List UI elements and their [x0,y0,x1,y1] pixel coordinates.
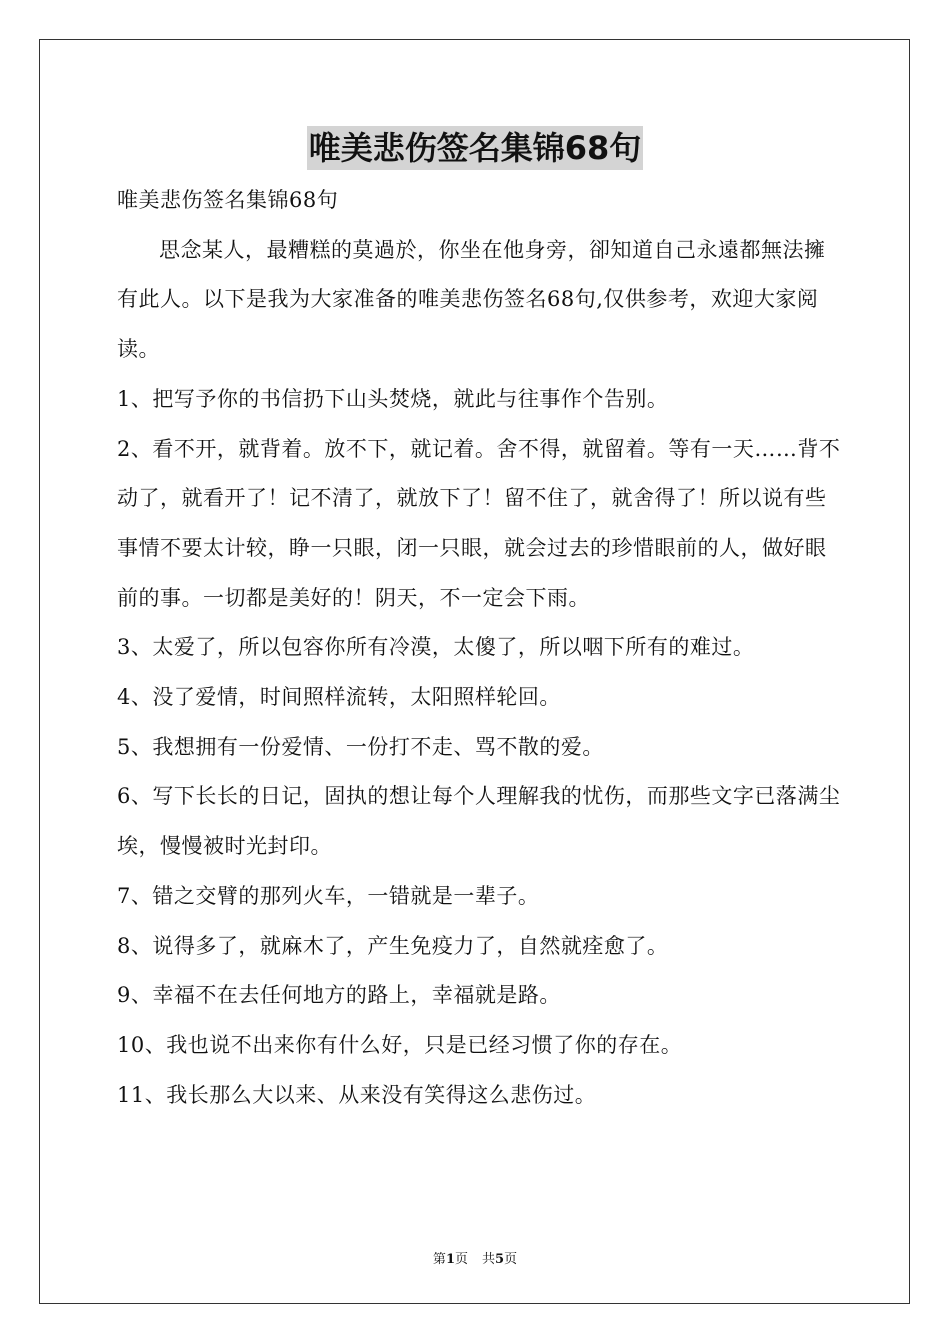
document-subtitle: 唯美悲伤签名集锦68句 [117,188,339,212]
list-item: 6、写下长长的日记，固执的想让每个人理解我的忧伤，而那些文字已落满尘埃，慢慢被时光封印。 [117,784,841,859]
list-item: 4、没了爱情，时间照样流转，太阳照样轮回。 [117,685,561,710]
list-item: 3、太爱了，所以包容你所有冷漠，太傻了，所以咽下所有的难过。 [117,635,755,660]
page-footer [0,1248,950,1267]
document-body [117,176,842,1120]
list-item: 9、幸福不在去任何地方的路上，幸福就是路。 [117,983,561,1008]
list-item: 10、我也说不出来你有什么好，只是已经习惯了你的存在。 [117,1032,683,1057]
title-container [0,126,950,170]
document-title: 唯美悲伤签名集锦68句 [307,126,644,170]
list-item: 1、把写予你的书信扔下山头焚烧，就此与往事作个告别。 [117,386,669,411]
list-item: 5、我想拥有一份爱情、一份打不走、骂不散的爱。 [117,734,604,759]
page-total: 5 [495,1252,505,1267]
page-suffix: 页 [454,1252,468,1267]
total-suffix: 页 [504,1252,518,1267]
page-current: 1 [445,1252,455,1267]
list-item: 2、看不开，就背着。放不下，就记着。舍不得，就留着。等有一天……背不动了，就看开了！记不清了，就放下了！留不住了，就舍得了！所以说有些事情不要太计较，睁一只眼，闭一只眼，就会过去的珍惜眼前的人，做好眼前的事。一切都是美好的！阴天，不一定会下雨。 [117,436,841,610]
list-item: 8、说得多了，就麻木了，产生免疫力了，自然就痊愈了。 [117,933,669,958]
total-prefix: 共 [482,1252,496,1267]
list-item: 11、我长那么大以来、从来没有笑得这么悲伤过。 [117,1082,597,1107]
page-prefix: 第 [432,1252,446,1267]
list-item: 7、错之交臂的那列火车，一错就是一辈子。 [117,883,540,908]
intro-paragraph: 思念某人，最糟糕的莫過於，你坐在他身旁，卻知道自己永遠都無法擁有此人。以下是我为大家准备的唯美悲伤签名68句,仅供参考，欢迎大家阅读。 [117,237,826,362]
